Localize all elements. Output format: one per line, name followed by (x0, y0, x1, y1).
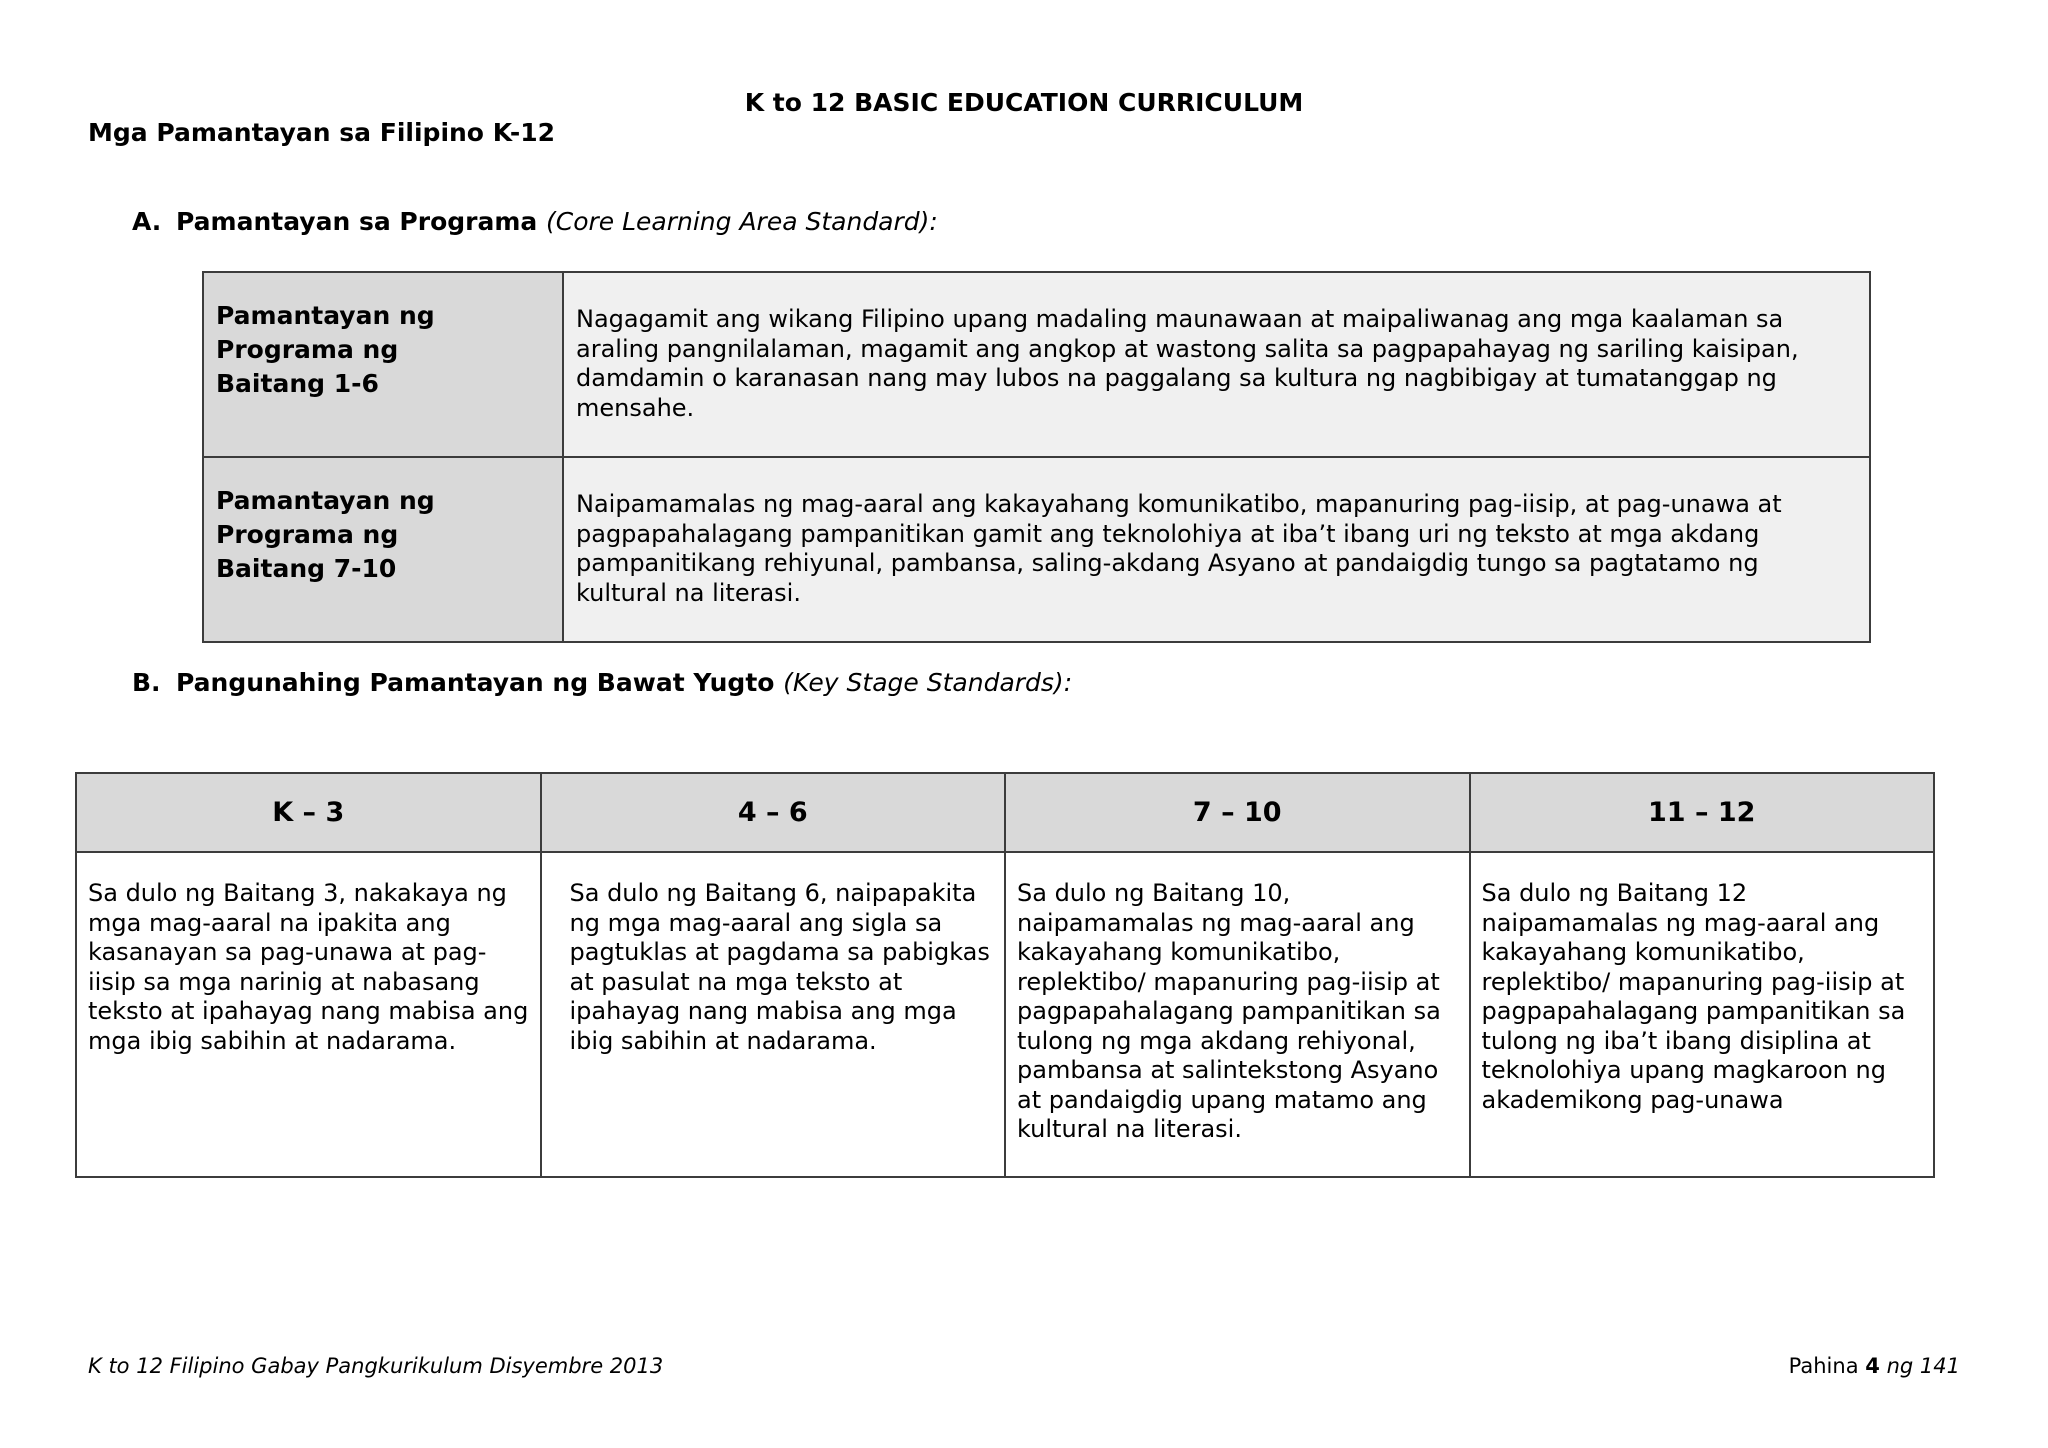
row-label-line: Programa ng (216, 335, 399, 364)
document-title: K to 12 BASIC EDUCATION CURRICULUM (744, 88, 1304, 117)
column-header-11-12: 11 – 12 (1470, 773, 1935, 852)
section-a-note: (Core Learning Area Standard): (545, 207, 938, 236)
row-label-line: Baitang 7-10 (216, 554, 397, 583)
section-b-title: Pangunahing Pamantayan ng Bawat Yugto (176, 668, 775, 697)
section-a-title: Pamantayan sa Programa (176, 207, 538, 236)
stage-standard-cell: Sa dulo ng Baitang 3, nakakaya ng mga mag-aaral na ipakita ang kasanayan sa pag-unawa at pag-iisip sa mga narinig at nabasang teksto at ipahayag nang mabisa ang mga ibig sabihin at nadarama. (76, 852, 541, 1177)
row-label-line: Programa ng (216, 520, 399, 549)
stage-standard-cell: Sa dulo ng Baitang 6, naipapakita ng mga mag-aaral ang sigla sa pagtuklas at pagdama sa pabigkas at pasulat na mga teksto at ipahayag nang mabisa ang mga ibig sabihin at nadarama. (541, 852, 1006, 1177)
current-page: 4 (1865, 1354, 1880, 1378)
row-text-cell: Nagagamit ang wikang Filipino upang madaling maunawaan at maipaliwanag ang mga kaalaman sa araling pangnilalaman, magamit ang angkop at wastong salita sa pagpapahayag ng sariling kaisipan, damdamin o karanasan nang may lubos na paggalang sa kultura ng nagbibigay at tumatanggap ng mensahe. (563, 272, 1870, 457)
column-header-k-3: K – 3 (76, 773, 541, 852)
section-b-heading (132, 668, 1072, 697)
table-row (76, 852, 1934, 1177)
total-pages: 141 (1919, 1354, 1960, 1378)
row-text-cell: Naipamamalas ng mag-aaral ang kakayahang komunikatibo, mapanuring pag-iisip, at pag-unawa at pagpapahalagang pampanitikan gamit ang teknolohiya at iba’t ibang uri ng teksto at mga akdang pampanitikang rehiyunal, pambansa, saling-akdang Asyano at pandaigdig tungo sa pagtatamo ng kultural na literasi. (563, 457, 1870, 642)
table-row (203, 272, 1870, 457)
stage-standard-cell: Sa dulo ng Baitang 12 naipamamalas ng mag-aaral ang kakayahang komunikatibo, replektibo/ mapanuring pag-iisip at pagpapahalagang pampanitikan sa tulong ng iba’t ibang disiplina at teknolohiya upang magkaroon ng akademikong pag-unawa (1470, 852, 1935, 1177)
row-label-cell (203, 457, 563, 642)
column-header-7-10: 7 – 10 (1005, 773, 1470, 852)
row-label-line: Pamantayan ng (216, 486, 435, 515)
row-label-cell (203, 272, 563, 457)
section-b-letter: B. (132, 668, 161, 697)
section-a-letter: A. (132, 207, 162, 236)
stage-standard-cell: Sa dulo ng Baitang 10, naipamamalas ng mag-aaral ang kakayahang komunikatibo, replektibo/ mapanuring pag-iisip at pagpapahalagang pampanitikan sa tulong ng mga akdang rehiyonal, pambansa at salintekstong Asyano at pandaigdig upang matamo ang kultural na literasi. (1005, 852, 1470, 1177)
page-label: Pahina (1788, 1354, 1859, 1378)
key-stage-standards-table (75, 772, 1935, 1178)
row-label-line: Baitang 1-6 (216, 369, 379, 398)
section-b-note: (Key Stage Standards): (783, 668, 1073, 697)
footer-page-number (1789, 1354, 1960, 1378)
table-header-row (76, 773, 1934, 852)
page-of-label: ng (1886, 1354, 1914, 1378)
footer-document-name: K to 12 Filipino Gabay Pangkurikulum Disyembre 2013 (88, 1354, 664, 1378)
section-a-heading (132, 207, 938, 236)
row-label-line: Pamantayan ng (216, 301, 435, 330)
program-standards-table (202, 271, 1871, 643)
table-row (203, 457, 1870, 642)
document-subtitle: Mga Pamantayan sa Filipino K-12 (88, 118, 556, 147)
column-header-4-6: 4 – 6 (541, 773, 1006, 852)
